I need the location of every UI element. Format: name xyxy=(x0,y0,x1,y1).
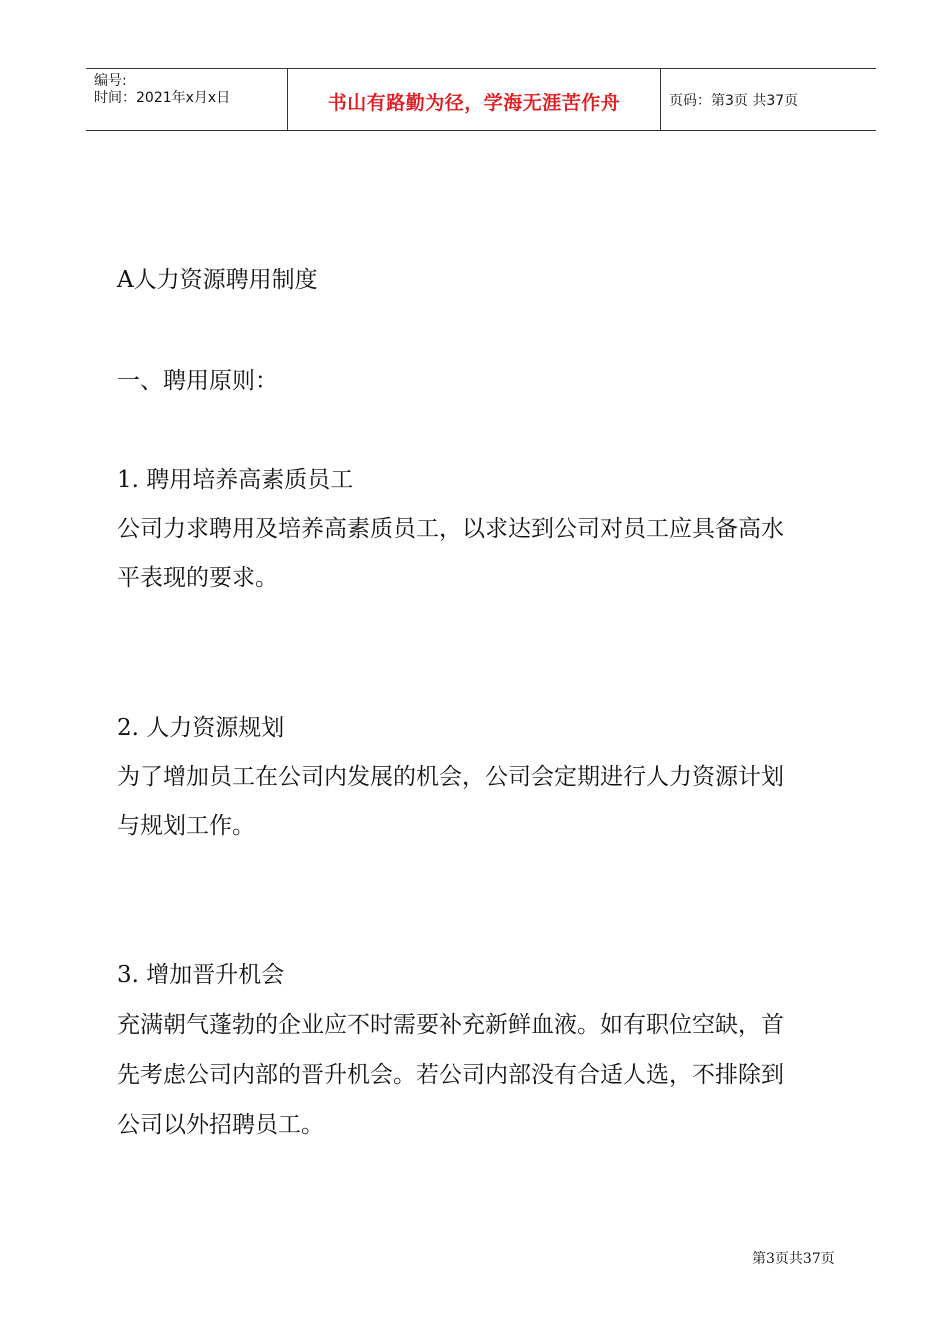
page-header xyxy=(86,68,876,131)
paragraph-line: 公司力求聘用及培养高素质员工，以求达到公司对员工应具备高水 xyxy=(117,516,784,542)
document-title: A人力资源聘用制度 xyxy=(117,267,318,293)
paragraph-line: 充满朝气蓬勃的企业应不时需要补充新鲜血液。如有职位空缺，首 xyxy=(117,1012,784,1038)
item-heading: 3. 增加晋升机会 xyxy=(117,962,285,988)
paragraph-line: 平表现的要求。 xyxy=(117,565,278,591)
item-heading: 2. 人力资源规划 xyxy=(117,715,285,741)
header-time-label: 时间：2021年x月x日 xyxy=(94,90,231,106)
footer-page-info: 第3页共37页 xyxy=(752,1251,835,1267)
paragraph-line: 先考虑公司内部的晋升机会。若公司内部没有合适人选，不排除到 xyxy=(117,1062,784,1088)
header-motto: 书山有路勤为径，学海无涯苦作舟 xyxy=(327,92,621,114)
paragraph-line: 为了增加员工在公司内发展的机会，公司会定期进行人力资源计划 xyxy=(117,764,784,790)
header-page-info: 页码：第3页 共37页 xyxy=(669,93,799,109)
item-heading: 1. 聘用培养高素质员工 xyxy=(117,467,354,493)
header-number-label: 编号: xyxy=(94,73,127,89)
paragraph-line: 与规划工作。 xyxy=(117,813,255,839)
paragraph-line: 公司以外招聘员工。 xyxy=(117,1112,324,1138)
section-heading: 一、聘用原则： xyxy=(117,368,278,394)
header-meta xyxy=(94,73,230,107)
header-divider xyxy=(660,69,661,130)
